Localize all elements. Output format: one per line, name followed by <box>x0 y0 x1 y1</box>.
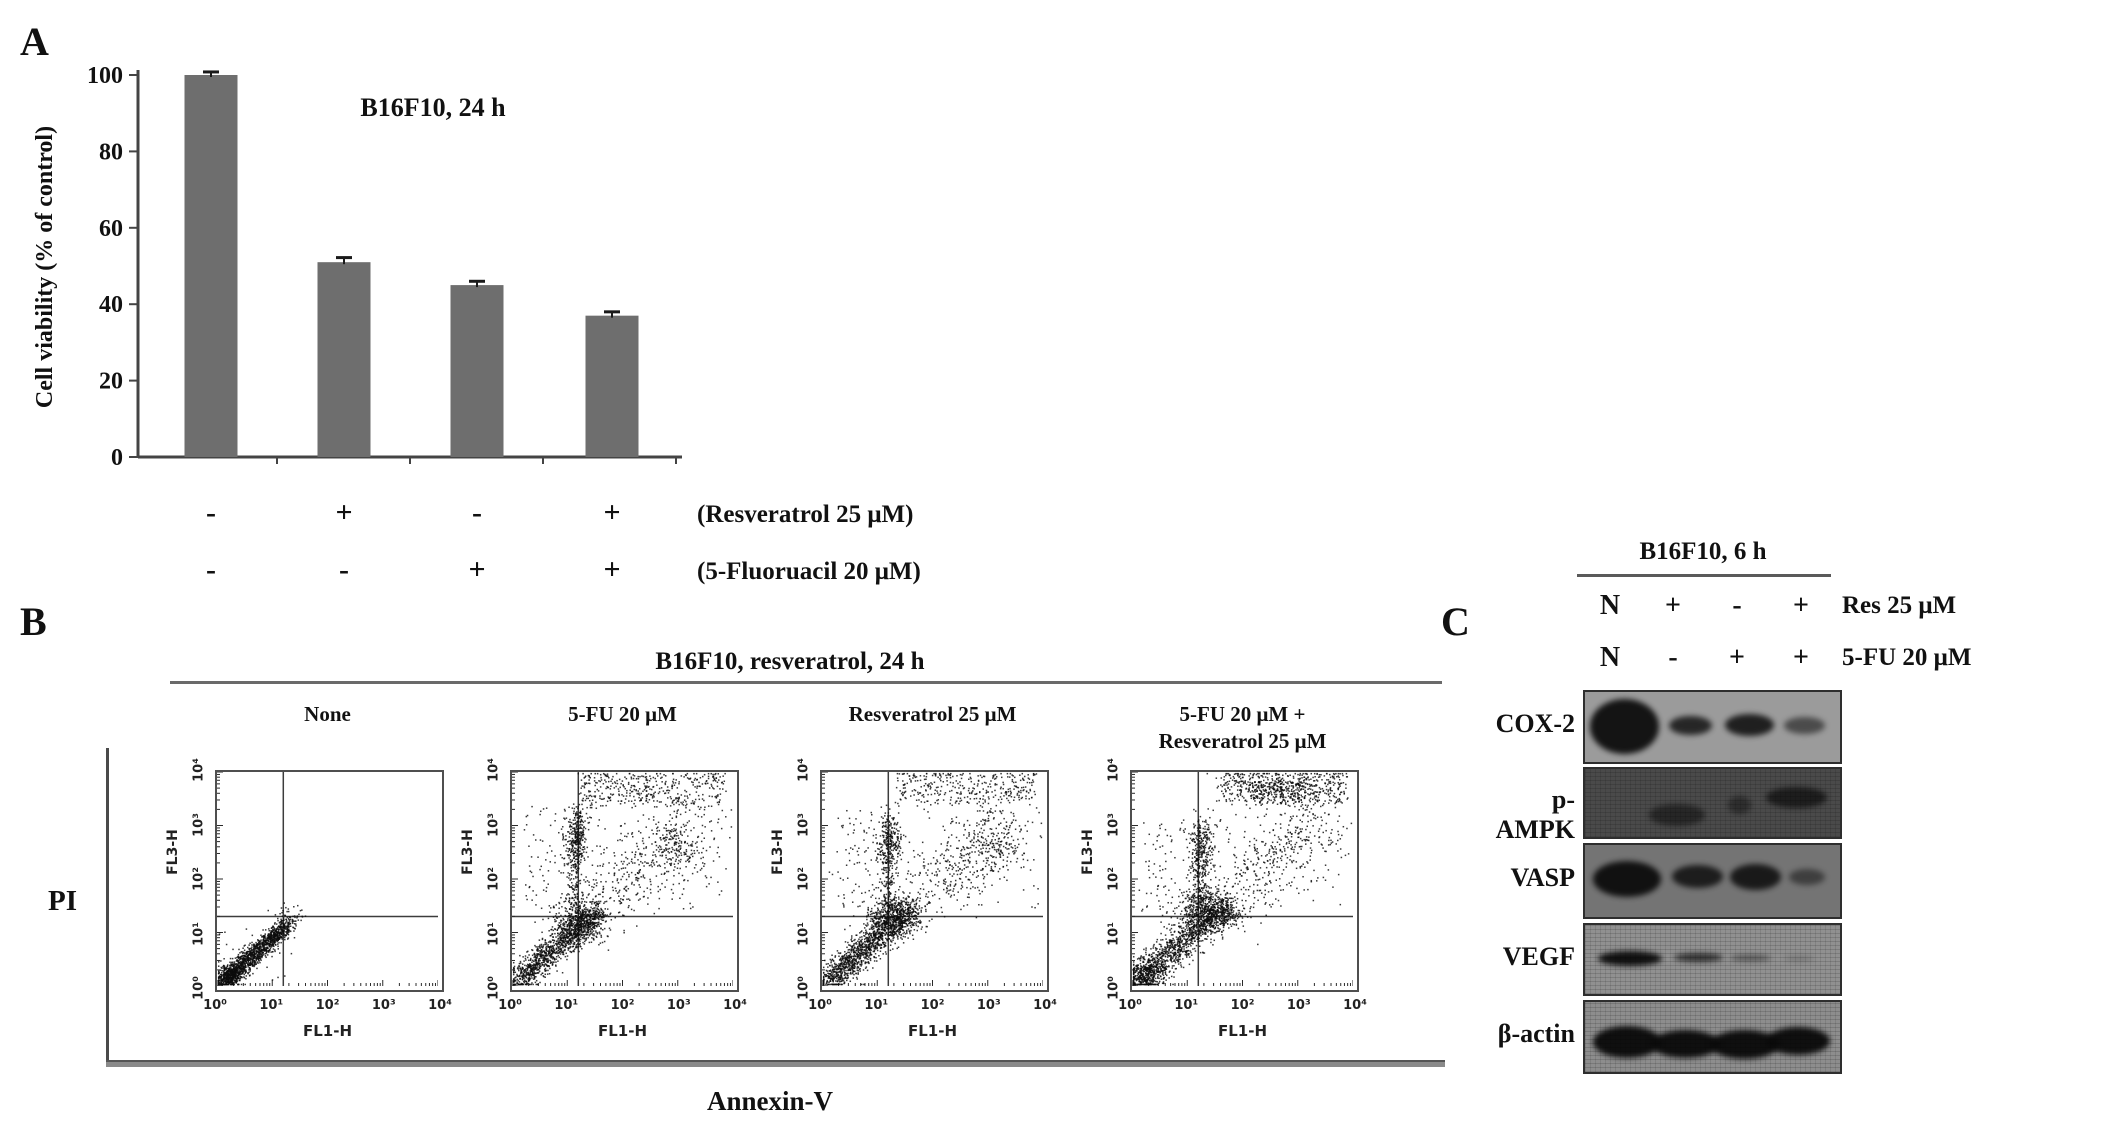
x-tick-label: 10² <box>920 998 945 1013</box>
viability-bar-chart <box>0 0 1000 620</box>
condition-sign: + <box>335 496 353 529</box>
y-tick-label: 10⁴ <box>796 758 812 782</box>
x-tick-label: 10³ <box>1286 998 1311 1013</box>
condition-sign: N <box>1599 590 1621 621</box>
flow-column-label: 5-FU 20 μM + Resveratrol 25 μM <box>1158 702 1327 753</box>
x-tick-label: 10⁰ <box>1118 998 1142 1013</box>
chart-title: B16F10, 24 h <box>360 93 506 122</box>
flow-header-rule <box>170 681 1442 684</box>
blot-texture <box>1585 1002 1840 1072</box>
fl1-axis-label: FL1-H <box>1217 1022 1268 1040</box>
y-tick-label: 10¹ <box>1106 921 1122 946</box>
fl-channel-label: FL3-H <box>165 829 181 875</box>
blot-band <box>1672 865 1723 888</box>
x-tick-label: 10¹ <box>259 998 284 1013</box>
x-tick-label: 10⁰ <box>808 998 832 1013</box>
western-blot-panel <box>1480 528 2126 1128</box>
y-tick-label: 10¹ <box>796 921 812 946</box>
fl-channel-label: FL3-H <box>460 829 476 875</box>
pi-axis-label: PI <box>48 885 77 917</box>
blot-label: VASP <box>1510 863 1575 892</box>
condition-sign: - <box>206 553 216 586</box>
panel-b-label: B <box>20 599 47 644</box>
y-tick-label: 60 <box>99 215 123 242</box>
blot-band <box>1784 717 1825 734</box>
blot-label: VEGF <box>1502 941 1575 971</box>
blot-band <box>1590 699 1659 754</box>
y-tick-label: 10⁴ <box>1106 758 1122 782</box>
condition-sign: + <box>1729 642 1745 673</box>
x-tick-label: 10⁰ <box>498 998 522 1013</box>
bar <box>586 316 639 457</box>
x-tick-label: 10² <box>610 998 635 1013</box>
blot-texture <box>1585 769 1840 837</box>
y-tick-label: 10³ <box>796 812 812 837</box>
condition-sign: - <box>1668 642 1678 673</box>
flow-plot-frame <box>215 770 444 992</box>
blot-panel-title: B16F10, 6 h <box>1639 538 1767 565</box>
y-tick-label: 10² <box>796 867 812 891</box>
flow-plot-canvas <box>822 772 1043 986</box>
condition-row-label: Res 25 μM <box>1842 592 1957 619</box>
blot-band <box>1789 869 1825 885</box>
x-tick-label: 10¹ <box>864 998 889 1013</box>
y-tick-label: 10³ <box>486 812 502 837</box>
x-tick-label: 10¹ <box>1174 998 1199 1013</box>
blot-image <box>1583 767 1842 839</box>
flow-plot-canvas <box>512 772 733 986</box>
x-tick-label: 10⁰ <box>203 998 227 1013</box>
pi-axis-line <box>106 748 109 1062</box>
x-tick-label: 10⁴ <box>428 998 452 1013</box>
condition-row-label: (Resveratrol 25 μM) <box>697 501 914 528</box>
condition-sign: N <box>1599 642 1621 673</box>
y-tick-label: 20 <box>99 368 123 395</box>
fl1-axis-label: FL1-H <box>907 1022 958 1040</box>
flow-plot-canvas <box>1132 772 1353 986</box>
condition-sign: + <box>1665 590 1681 621</box>
x-tick-label: 10⁴ <box>1343 998 1367 1013</box>
blot-image <box>1583 1000 1842 1074</box>
y-tick-label: 10⁰ <box>796 976 812 1000</box>
annexin-axis-line <box>106 1060 1445 1067</box>
blot-band <box>1669 716 1712 736</box>
flow-column-label-line2: Resveratrol 25 μM <box>1158 729 1327 753</box>
y-tick-label: 80 <box>99 139 123 166</box>
y-tick-label: 10³ <box>191 812 207 837</box>
x-tick-label: 10³ <box>371 998 396 1013</box>
y-tick-label: 100 <box>87 63 123 89</box>
blot-image <box>1583 923 1842 996</box>
panel-a-label: A <box>20 19 49 64</box>
condition-sign: - <box>1732 590 1742 621</box>
fl1-axis-label: FL1-H <box>597 1022 648 1040</box>
x-tick-label: 10⁴ <box>1033 998 1057 1013</box>
flow-panel-title: B16F10, resveratrol, 24 h <box>655 648 925 675</box>
y-tick-label: 10⁴ <box>191 758 207 782</box>
x-tick-label: 10² <box>1230 998 1255 1013</box>
condition-sign: - <box>472 496 482 529</box>
flow-plot-canvas <box>217 772 438 986</box>
bar <box>451 285 504 457</box>
x-tick-label: 10² <box>315 998 340 1013</box>
blot-header-rule <box>1577 574 1831 577</box>
flow-column-label: Resveratrol 25 μM <box>848 702 1017 726</box>
blot-band <box>1593 861 1662 897</box>
y-tick-label: 10² <box>1106 867 1122 891</box>
condition-row-label: 5-FU 20 μM <box>1842 644 1972 671</box>
fl-channel-label: FL3-H <box>770 829 786 875</box>
blot-label: β-actin <box>1497 1019 1575 1048</box>
blot-image <box>1583 690 1842 764</box>
fl-channel-label: FL3-H <box>1080 829 1096 875</box>
x-tick-label: 10³ <box>976 998 1001 1013</box>
blot-band <box>1730 864 1781 890</box>
y-tick-label: 10⁰ <box>191 976 207 1000</box>
y-tick-label: 0 <box>111 445 123 471</box>
x-tick-label: 10³ <box>666 998 691 1013</box>
y-tick-label: 10² <box>191 867 207 891</box>
y-tick-label: 10¹ <box>486 921 502 946</box>
y-tick-label: 10⁰ <box>1106 976 1122 1000</box>
condition-sign: - <box>339 553 349 586</box>
condition-sign: + <box>468 553 486 586</box>
flow-plot-frame <box>510 770 739 992</box>
blot-texture <box>1585 925 1840 994</box>
y-tick-label: 10³ <box>1106 812 1122 837</box>
blot-image <box>1583 843 1842 919</box>
flow-column-label: None <box>304 702 351 726</box>
bar <box>185 75 238 457</box>
y-tick-label: 10² <box>486 867 502 891</box>
flow-plot-frame <box>820 770 1049 992</box>
flow-plot-frame <box>1130 770 1359 992</box>
condition-sign: + <box>1793 590 1809 621</box>
fl1-axis-label: FL1-H <box>302 1022 353 1040</box>
x-tick-label: 10⁴ <box>723 998 747 1013</box>
condition-sign: - <box>206 496 216 529</box>
bar <box>318 262 371 457</box>
y-tick-label: 10¹ <box>191 921 207 946</box>
annexin-axis-label: Annexin-V <box>706 1086 834 1116</box>
blot-label: COX-2 <box>1495 709 1575 738</box>
condition-row-label: (5-Fluoruacil 20 μM) <box>697 558 921 585</box>
panel-c-label: C <box>1441 599 1470 644</box>
x-tick-label: 10¹ <box>554 998 579 1013</box>
y-tick-label: 40 <box>99 292 123 319</box>
y-tick-label: 10⁰ <box>486 976 502 1000</box>
flow-column-label: 5-FU 20 μM <box>568 702 677 726</box>
y-tick-label: 10⁴ <box>486 758 502 782</box>
condition-sign: + <box>603 553 621 586</box>
blot-band <box>1725 714 1773 736</box>
blot-label: p-AMPK <box>1495 785 1575 844</box>
y-axis-title: Cell viability (% of control) <box>32 125 58 409</box>
condition-sign: + <box>1793 642 1809 673</box>
condition-sign: + <box>603 496 621 529</box>
